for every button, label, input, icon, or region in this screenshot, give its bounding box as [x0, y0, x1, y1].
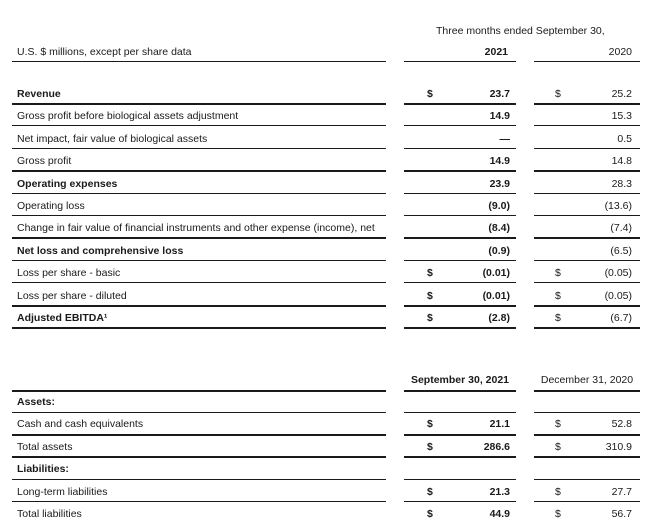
row-label: Operating expenses — [17, 178, 118, 190]
row-rule — [534, 125, 640, 126]
row-rule — [12, 237, 386, 239]
value-2020: (6.5) — [610, 245, 632, 257]
row-rule — [404, 282, 516, 283]
col-header-2020: 2020 — [608, 46, 632, 58]
row-rule — [404, 215, 516, 216]
value-dec-2020: 27.7 — [611, 486, 632, 498]
header-rule — [12, 61, 386, 62]
header-rule — [534, 61, 640, 62]
currency-2020: $ — [555, 267, 561, 279]
row-label: Operating loss — [17, 200, 85, 212]
value-2020: 0.5 — [617, 133, 632, 145]
row-rule — [404, 170, 516, 172]
balance-col-header-sep-2021: September 30, 2021 — [410, 374, 510, 386]
row-rule — [534, 237, 640, 239]
value-2021: (0.01) — [482, 290, 510, 302]
value-2020: 14.8 — [611, 155, 632, 167]
row-rule — [12, 412, 386, 413]
row-rule — [12, 305, 386, 307]
currency-sep-2021: $ — [427, 418, 433, 430]
value-sep-2021: 21.3 — [489, 486, 510, 498]
currency-dec-2020: $ — [555, 441, 561, 453]
row-label: Adjusted EBITDA¹ — [17, 312, 108, 324]
value-sep-2021: 21.1 — [489, 418, 510, 430]
value-2021: — — [499, 133, 510, 145]
row-rule — [404, 193, 516, 194]
row-rule — [404, 501, 516, 502]
currency-2021: $ — [427, 312, 433, 324]
row-label: Total assets — [17, 441, 73, 453]
row-rule — [12, 390, 386, 392]
value-2021: (0.9) — [488, 245, 510, 257]
row-rule — [534, 501, 640, 502]
currency-2020: $ — [555, 312, 561, 324]
row-label: Cash and cash equivalents — [17, 418, 144, 430]
row-rule — [12, 260, 386, 261]
row-rule — [404, 479, 516, 480]
row-rule — [534, 390, 640, 392]
value-2020: 25.2 — [611, 88, 632, 100]
value-2020: 15.3 — [611, 110, 632, 122]
value-2020: (6.7) — [610, 312, 632, 324]
balance-col-header-dec-2020: December 31, 2020 — [540, 374, 634, 386]
value-2020: (0.05) — [604, 267, 632, 279]
row-rule — [12, 456, 386, 458]
row-rule — [12, 282, 386, 283]
currency-2021: $ — [427, 267, 433, 279]
row-rule — [534, 103, 640, 105]
row-rule — [404, 260, 516, 261]
currency-dec-2020: $ — [555, 508, 561, 520]
value-2021: (2.8) — [488, 312, 510, 324]
row-rule — [12, 193, 386, 194]
row-label: Net loss and comprehensive loss — [17, 245, 184, 257]
value-sep-2021: 44.9 — [489, 508, 510, 520]
value-dec-2020: 56.7 — [611, 508, 632, 520]
row-rule — [534, 479, 640, 480]
row-rule — [12, 103, 386, 105]
row-rule — [534, 170, 640, 172]
currency-sep-2021: $ — [427, 508, 433, 520]
value-2021: 14.9 — [489, 110, 510, 122]
row-rule — [404, 434, 516, 436]
units-label: U.S. $ millions, except per share data — [17, 46, 192, 58]
row-rule — [404, 148, 516, 149]
currency-2021: $ — [427, 290, 433, 302]
row-label: Net impact, fair value of biological assets — [17, 133, 208, 145]
row-label: Long-term liabilities — [17, 486, 108, 498]
row-rule — [404, 237, 516, 239]
row-rule — [534, 193, 640, 194]
row-label: Assets: — [17, 396, 55, 408]
value-sep-2021: 286.6 — [483, 441, 510, 453]
value-2021: (8.4) — [488, 222, 510, 234]
row-rule — [534, 282, 640, 283]
row-rule — [534, 434, 640, 436]
row-label: Total liabilities — [17, 508, 82, 520]
value-2020: (0.05) — [604, 290, 632, 302]
row-rule — [534, 148, 640, 149]
row-rule — [12, 125, 386, 126]
row-rule — [534, 305, 640, 307]
row-rule — [534, 412, 640, 413]
row-label: Loss per share - basic — [17, 267, 121, 279]
row-rule — [12, 434, 386, 436]
row-label: Revenue — [17, 88, 61, 100]
value-dec-2020: 310.9 — [605, 441, 632, 453]
value-2020: (13.6) — [604, 200, 632, 212]
row-label: Loss per share - diluted — [17, 290, 127, 302]
row-rule — [404, 103, 516, 105]
row-rule — [12, 327, 386, 329]
row-rule — [404, 456, 516, 458]
value-2021: (0.01) — [482, 267, 510, 279]
row-rule — [404, 125, 516, 126]
row-rule — [12, 148, 386, 149]
row-rule — [404, 412, 516, 413]
currency-2021: $ — [427, 88, 433, 100]
row-rule — [404, 327, 516, 329]
row-rule — [534, 456, 640, 458]
value-dec-2020: 52.8 — [611, 418, 632, 430]
value-2020: (7.4) — [610, 222, 632, 234]
currency-dec-2020: $ — [555, 486, 561, 498]
currency-2020: $ — [555, 88, 561, 100]
row-label: Liabilities: — [17, 463, 69, 475]
currency-dec-2020: $ — [555, 418, 561, 430]
row-rule — [534, 260, 640, 261]
period-label: Three months ended September 30, — [436, 25, 605, 37]
row-rule — [12, 501, 386, 502]
row-rule — [12, 215, 386, 216]
currency-2020: $ — [555, 290, 561, 302]
currency-sep-2021: $ — [427, 486, 433, 498]
row-label: Gross profit before biological assets adjustment — [17, 110, 239, 122]
row-rule — [12, 170, 386, 172]
row-rule — [12, 479, 386, 480]
header-rule — [404, 61, 516, 62]
value-2020: 28.3 — [611, 178, 632, 190]
row-rule — [534, 327, 640, 329]
row-label: Gross profit — [17, 155, 72, 167]
row-rule — [404, 305, 516, 307]
value-2021: 23.9 — [489, 178, 510, 190]
row-rule — [404, 390, 516, 392]
col-header-2021: 2021 — [484, 46, 508, 58]
row-rule — [534, 215, 640, 216]
value-2021: (9.0) — [488, 200, 510, 212]
currency-sep-2021: $ — [427, 441, 433, 453]
value-2021: 23.7 — [489, 88, 510, 100]
row-label: Change in fair value of financial instruments and other expense (income), net — [17, 222, 375, 234]
value-2021: 14.9 — [489, 155, 510, 167]
